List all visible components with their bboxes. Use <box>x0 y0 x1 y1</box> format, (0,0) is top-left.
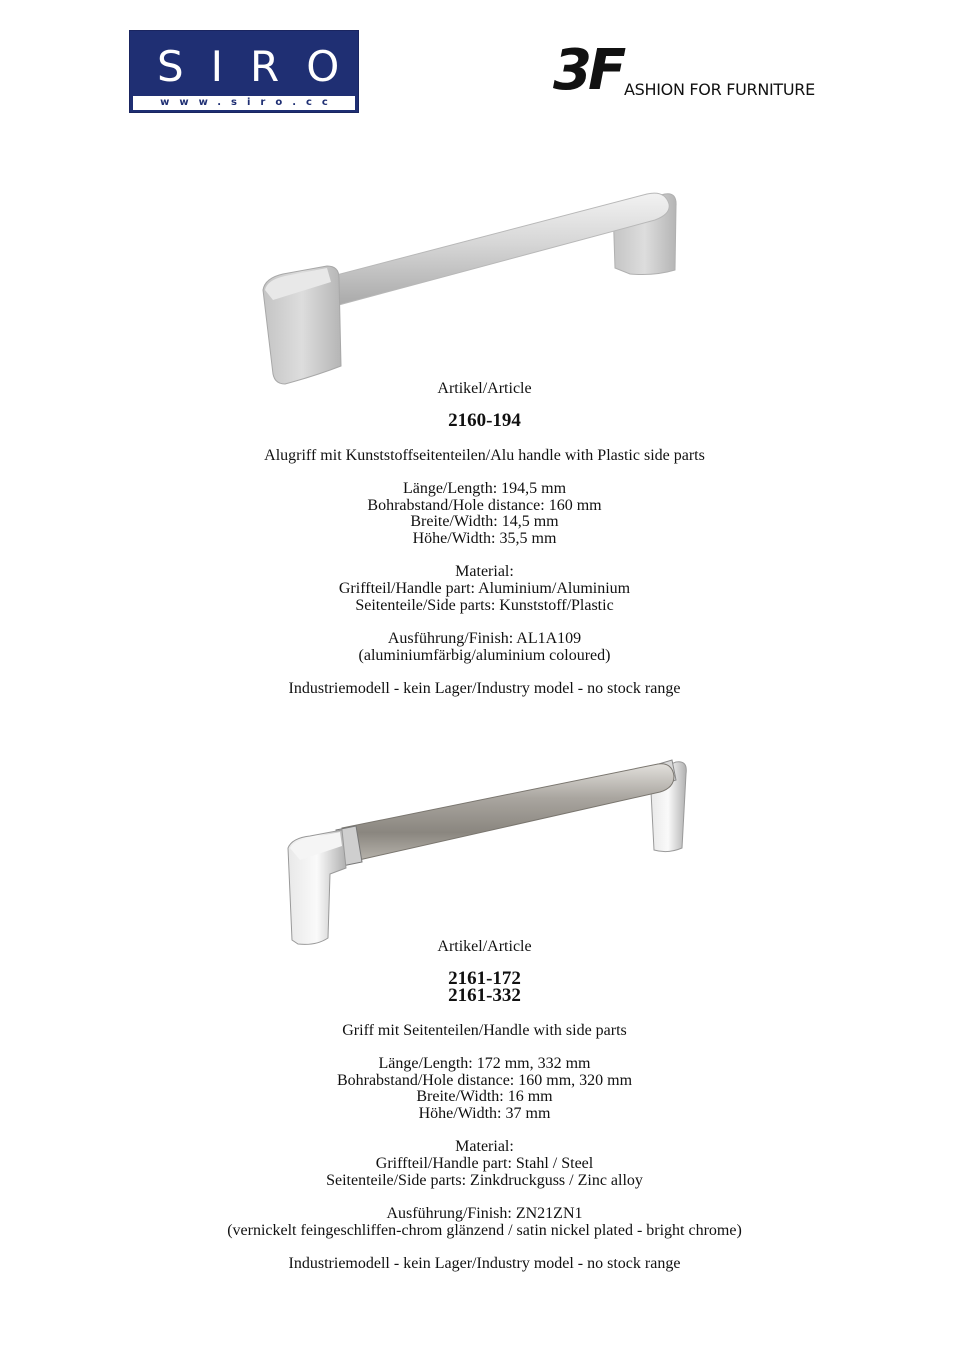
article-number: 2161-332 <box>448 985 521 1006</box>
steel-bar-handle-image <box>280 750 700 950</box>
3f-logo-mark: 3F <box>553 38 623 103</box>
article-number: 2161-172 <box>448 968 521 989</box>
spec-width: Breite/Width: 14,5 mm <box>410 513 559 530</box>
spec-width: Breite/Width: 16 mm <box>416 1088 553 1105</box>
stock-note: Industriemodell - kein Lager/Industry model - no stock range <box>288 1255 681 1272</box>
article-label: Artikel/Article <box>437 380 532 397</box>
article-number: 2160-194 <box>448 410 521 431</box>
product-description: Griff mit Seitenteilen/Handle with side parts <box>342 1022 627 1039</box>
spec-hole-distance: Bohrabstand/Hole distance: 160 mm <box>367 497 602 514</box>
finish-description: (aluminiumfärbig/aluminium coloured) <box>358 647 611 664</box>
material-side-parts: Seitenteile/Side parts: Zinkdruckguss / Zinc alloy <box>326 1172 643 1189</box>
spec-length: Länge/Length: 172 mm, 332 mm <box>378 1055 591 1072</box>
product-description: Alugriff mit Kunststoffseitenteilen/Alu handle with Plastic side parts <box>264 447 705 464</box>
material-handle-part: Griffteil/Handle part: Aluminium/Aluminium <box>338 580 631 597</box>
alu-bar-handle-image <box>255 178 695 388</box>
material-label: Material: <box>455 1138 514 1155</box>
spec-height: Höhe/Width: 35,5 mm <box>412 530 557 547</box>
siro-logo-name: SIRO <box>157 42 367 91</box>
material-label: Material: <box>455 563 514 580</box>
finish-code: Ausführung/Finish: ZN21ZN1 <box>386 1205 583 1222</box>
spec-length: Länge/Length: 194,5 mm <box>402 480 567 497</box>
3f-logo-tagline: ASHION FOR FURNITURE <box>624 80 815 99</box>
finish-code: Ausführung/Finish: AL1A109 <box>387 630 582 647</box>
siro-logo-url: www.siro.cc <box>133 96 355 110</box>
finish-description: (vernickelt feingeschliffen-chrom glänzend / satin nickel plated - bright chrome) <box>227 1222 742 1239</box>
material-handle-part: Griffteil/Handle part: Stahl / Steel <box>375 1155 594 1172</box>
material-side-parts: Seitenteile/Side parts: Kunststoff/Plastic <box>355 597 614 614</box>
spec-height: Höhe/Width: 37 mm <box>418 1105 551 1122</box>
siro-logo <box>129 30 367 113</box>
stock-note: Industriemodell - kein Lager/Industry model - no stock range <box>288 680 681 697</box>
spec-hole-distance: Bohrabstand/Hole distance: 160 mm, 320 mm <box>336 1072 633 1089</box>
3f-fashion-logo <box>553 40 843 102</box>
article-label: Artikel/Article <box>437 938 532 955</box>
